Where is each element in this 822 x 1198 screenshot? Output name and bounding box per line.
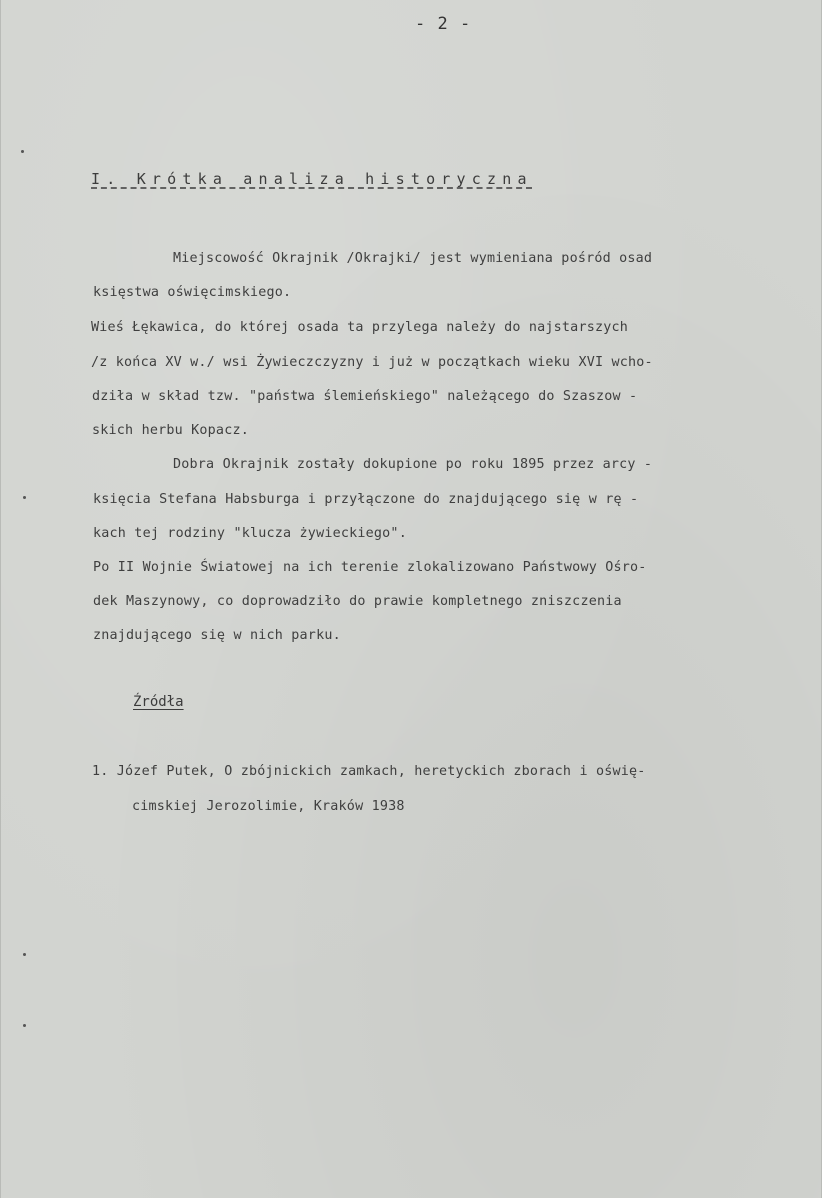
sources-heading: Źródła — [133, 694, 184, 710]
paragraph-line: znajdującego się w nich parku. — [93, 628, 341, 643]
page-number: - 2 - — [415, 14, 472, 34]
margin-mark — [21, 150, 24, 153]
paragraph-line: dziła w skład tzw. "państwa ślemieńskiego" należącego do Szaszow - — [92, 389, 638, 404]
margin-mark — [23, 953, 26, 956]
source-line: cimskiej Jerozolimie, Kraków 1938 — [132, 799, 405, 814]
paragraph-line: kach tej rodziny "klucza żywieckiego". — [93, 526, 407, 541]
paragraph-line: księcia Stefana Habsburga i przyłączone do znajdującego się w rę - — [93, 492, 639, 507]
source-line: 1. Józef Putek, O zbójnickich zamkach, heretyckich zborach i oświę- — [92, 764, 646, 779]
paragraph-line: Miejscowość Okrajnik /Okrajki/ jest wymieniana pośród osad — [173, 251, 653, 266]
paragraph-line: księstwa oświęcimskiego. — [93, 285, 292, 300]
paragraph-line: skich herbu Kopacz. — [92, 423, 249, 438]
paragraph-line: Po II Wojnie Światowej na ich terenie zlokalizowano Państwowy Ośro- — [93, 560, 647, 575]
margin-mark — [23, 1024, 26, 1027]
section-heading: I. Krótka analiza historyczna — [91, 170, 533, 188]
margin-mark — [23, 496, 26, 499]
paragraph-line: Wieś Łękawica, do której osada ta przylega należy do najstarszych — [91, 320, 629, 335]
paragraph-line: dek Maszynowy, co doprowadziło do prawie kompletnego zniszczenia — [93, 594, 622, 609]
paragraph-line: /z końca XV w./ wsi Żywieczczyzny i już w początkach wieku XVI wcho- — [91, 355, 653, 370]
paragraph-line: Dobra Okrajnik zostały dokupione po roku 1895 przez arcy - — [173, 457, 653, 472]
